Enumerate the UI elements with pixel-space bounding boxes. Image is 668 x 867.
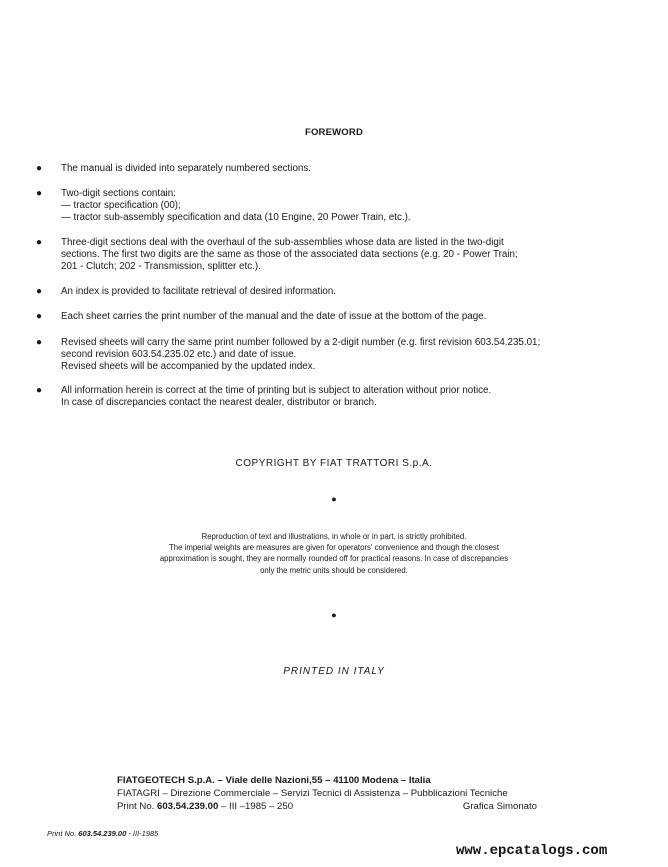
bullet-dot-icon: ● [36,237,43,248]
separator-dot-icon: ● [331,610,337,620]
bullet-dot-icon: ● [36,311,43,322]
reproduction-notice: Reproduction of text and illustrations, in whole or in part, is strictly prohibited. The imperial weights are measures are given for operators' convenience and though the closest approximation is sought, they are normally rounded off for practical reasons. In case of discrepancies only the metric units should be considered. [159,532,509,575]
grafica-credit: Grafica Simonato [462,801,537,812]
footer-print-number: Print No. 603.54.239.00 - III-1985 [47,829,159,838]
print-number: 603.54.239.00 [157,801,219,812]
bullet-dot-icon: ● [36,385,43,396]
publisher-block [117,774,537,813]
bullet-text: Each sheet carries the print number of the manual and the date of issue at the bottom of the page. [61,311,487,322]
bullet-text: Two-digit sections contain: — tractor specification (00); — tractor sub-assembly specification and data (10 Engine, 20 Power Train, etc.). [61,188,411,224]
watermark-url: www.epcatalogs.com [456,843,608,859]
bullet-dot-icon: ● [36,337,43,348]
bullet-dot-icon: ● [36,163,43,174]
bullet-text: An index is provided to facilitate retrieval of desired information. [61,286,336,297]
print-details: – III –1985 – 250 [221,801,294,812]
bullet-text: Three-digit sections deal with the overhaul of the sub-assemblies whose data are listed in the two-digit sections. The first two digits are the same as those of the associated data sections (e.g. 20 - Power Train; 201 - Clutch; 202 - Transmission, splitter etc.). [61,237,518,273]
publisher-subline: FIATAGRI – Direzione Commerciale – Servizi Tecnici di Assistenza – Pubblicazioni Tecniche [117,788,508,799]
separator-dot-icon: ● [331,494,337,504]
copyright-notice: COPYRIGHT BY FIAT TRATTORI S.p.A. [235,458,433,469]
bullet-text: Revised sheets will carry the same print number followed by a 2-digit number (e.g. first revision 603.54.235.01; second revision 603.54.235.02 etc.) and date of issue. Revised sheets will be accompanied by the updated index. [61,337,541,373]
publisher-line: FIATGEOTECH S.p.A. – Viale delle Nazioni,55 – 41100 Modena – Italia [117,775,431,786]
printed-in-label: PRINTED IN ITALY [283,666,385,677]
bullet-text: All information herein is correct at the time of printing but is subject to alteration without prior notice. In case of discrepancies contact the nearest dealer, distributor or branch. [61,385,492,409]
bullet-dot-icon: ● [36,286,43,297]
print-label: Print No. [117,801,155,812]
publisher-print-line [117,800,537,813]
bullet-text: The manual is divided into separately numbered sections. [61,163,311,174]
bullet-dot-icon: ● [36,188,43,199]
page-title: FOREWORD [304,127,364,138]
